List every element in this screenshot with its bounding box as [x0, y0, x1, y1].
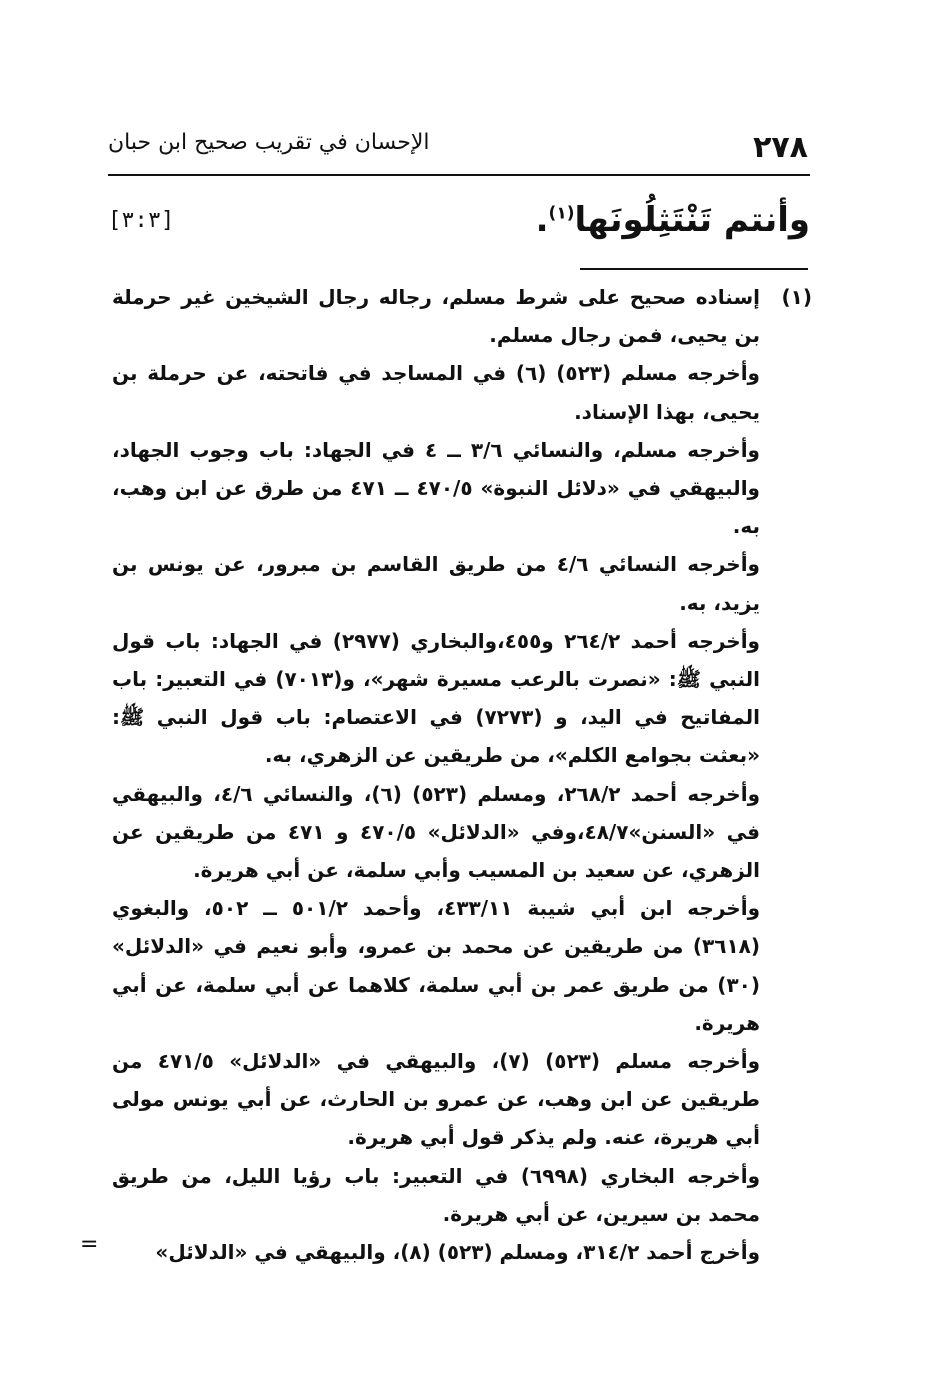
footnote-rule: [580, 268, 808, 270]
main-text-end: .: [535, 200, 549, 240]
footnote-paragraph-3: وأخرجه مسلم، والنسائي ٣/٦ ــ ٤ في الجهاد: باب وجوب الجهاد، والبيهقي في «دلائل النبوة» ٤٧٠/٥ ــ ٤٧١ من طرق عن ابن وهب، به.: [112, 437, 760, 539]
footnote-paragraph-9: وأخرجه البخاري (٦٩٩٨) في التعبير: باب رؤيا الليل، من طريق محمد بن سيرين، عن أبي هريرة.: [112, 1163, 760, 1226]
header-rule: [108, 174, 810, 176]
page-number: ٢٧٨: [753, 130, 808, 165]
footnote-paragraph-10-text: وأخرج أحمد ٣١٤/٢، ومسلم (٥٢٣) (٨)، والبيهقي في «الدلائل»: [155, 1240, 760, 1265]
footnote-paragraph-2: وأخرجه مسلم (٥٢٣) (٦) في المساجد في فاتحته، عن حرملة بن يحيى، بهذا الإسناد.: [112, 361, 760, 424]
main-text-body: وأنتم تَنْتَثِلُونَها: [574, 200, 810, 240]
footnote-paragraph-8: وأخرجه مسلم (٥٢٣) (٧)، والبيهقي في «الدلائل» ٤٧١/٥ من طريقين عن ابن وهب، عن عمرو بن الحارث، عن أبي يونس مولى أبي هريرة، عنه. ولم يذكر قول أبي هريرة.: [112, 1049, 761, 1150]
footnote-paragraph-6: وأخرجه أحمد ٢٦٨/٢، ومسلم (٥٢٣) (٦)، والنسائي ٤/٦، والبيهقي في «السنن»٤٨/٧،وفي «الدلائل» ٤٧٠/٥ و ٤٧١ من طريقين عن الزهري، عن سعيد بن المسيب وأبي سلمة، عن أبي هريرة.: [112, 781, 761, 883]
footnote-paragraph-4: وأخرجه النسائي ٤/٦ من طريق القاسم بن مبرور، عن يونس بن يزيد، به.: [112, 552, 760, 615]
running-title: الإحسان في تقريب صحيح ابن حبان: [108, 130, 430, 155]
main-text-line: [108, 196, 810, 246]
reference-tag: [٣:٣]: [108, 208, 175, 233]
footnote-marker: (١): [548, 203, 575, 224]
page-header: [108, 122, 808, 166]
footnote-paragraph-7: وأخرجه ابن أبي شيبة ٤٣٣/١١، وأحمد ٥٠١/٢ ــ ٥٠٢، والبغوي (٣٦١٨) من طريقين عن محمد بن عمرو، وأبو نعيم في «الدلائل» (٣٠) من طريق عمر بن أبي سلمة، كلاهما عن أبي سلمة، عن أبي هريرة.: [112, 896, 760, 1035]
footnote-number: (١): [781, 285, 812, 309]
main-text: [536, 200, 810, 240]
footnote-paragraph-1: إسناده صحيح على شرط مسلم، رجاله رجال الشيخين غير حرملة بن يحيى، فمن رجال مسلم.: [112, 285, 760, 348]
footnote-paragraph-5: وأخرجه أحمد ٢٦٤/٢ و٤٥٥،والبخاري (٢٩٧٧) في الجهاد: باب قول النبي ﷺ: «نصرت بالرعب مسيرة شهر»، و(٧٠١٣) في التعبير: باب المفاتيح في اليد، و (٧٢٧٣) في الاعتصام: باب قول النبي ﷺ: «بعثت بجوامع الكلم»، من طريقين عن الزهري، به.: [112, 628, 761, 768]
footnote-paragraph-10: [112, 1233, 760, 1271]
continuation-mark: =: [80, 1232, 99, 1257]
footnotes: [112, 278, 812, 1271]
